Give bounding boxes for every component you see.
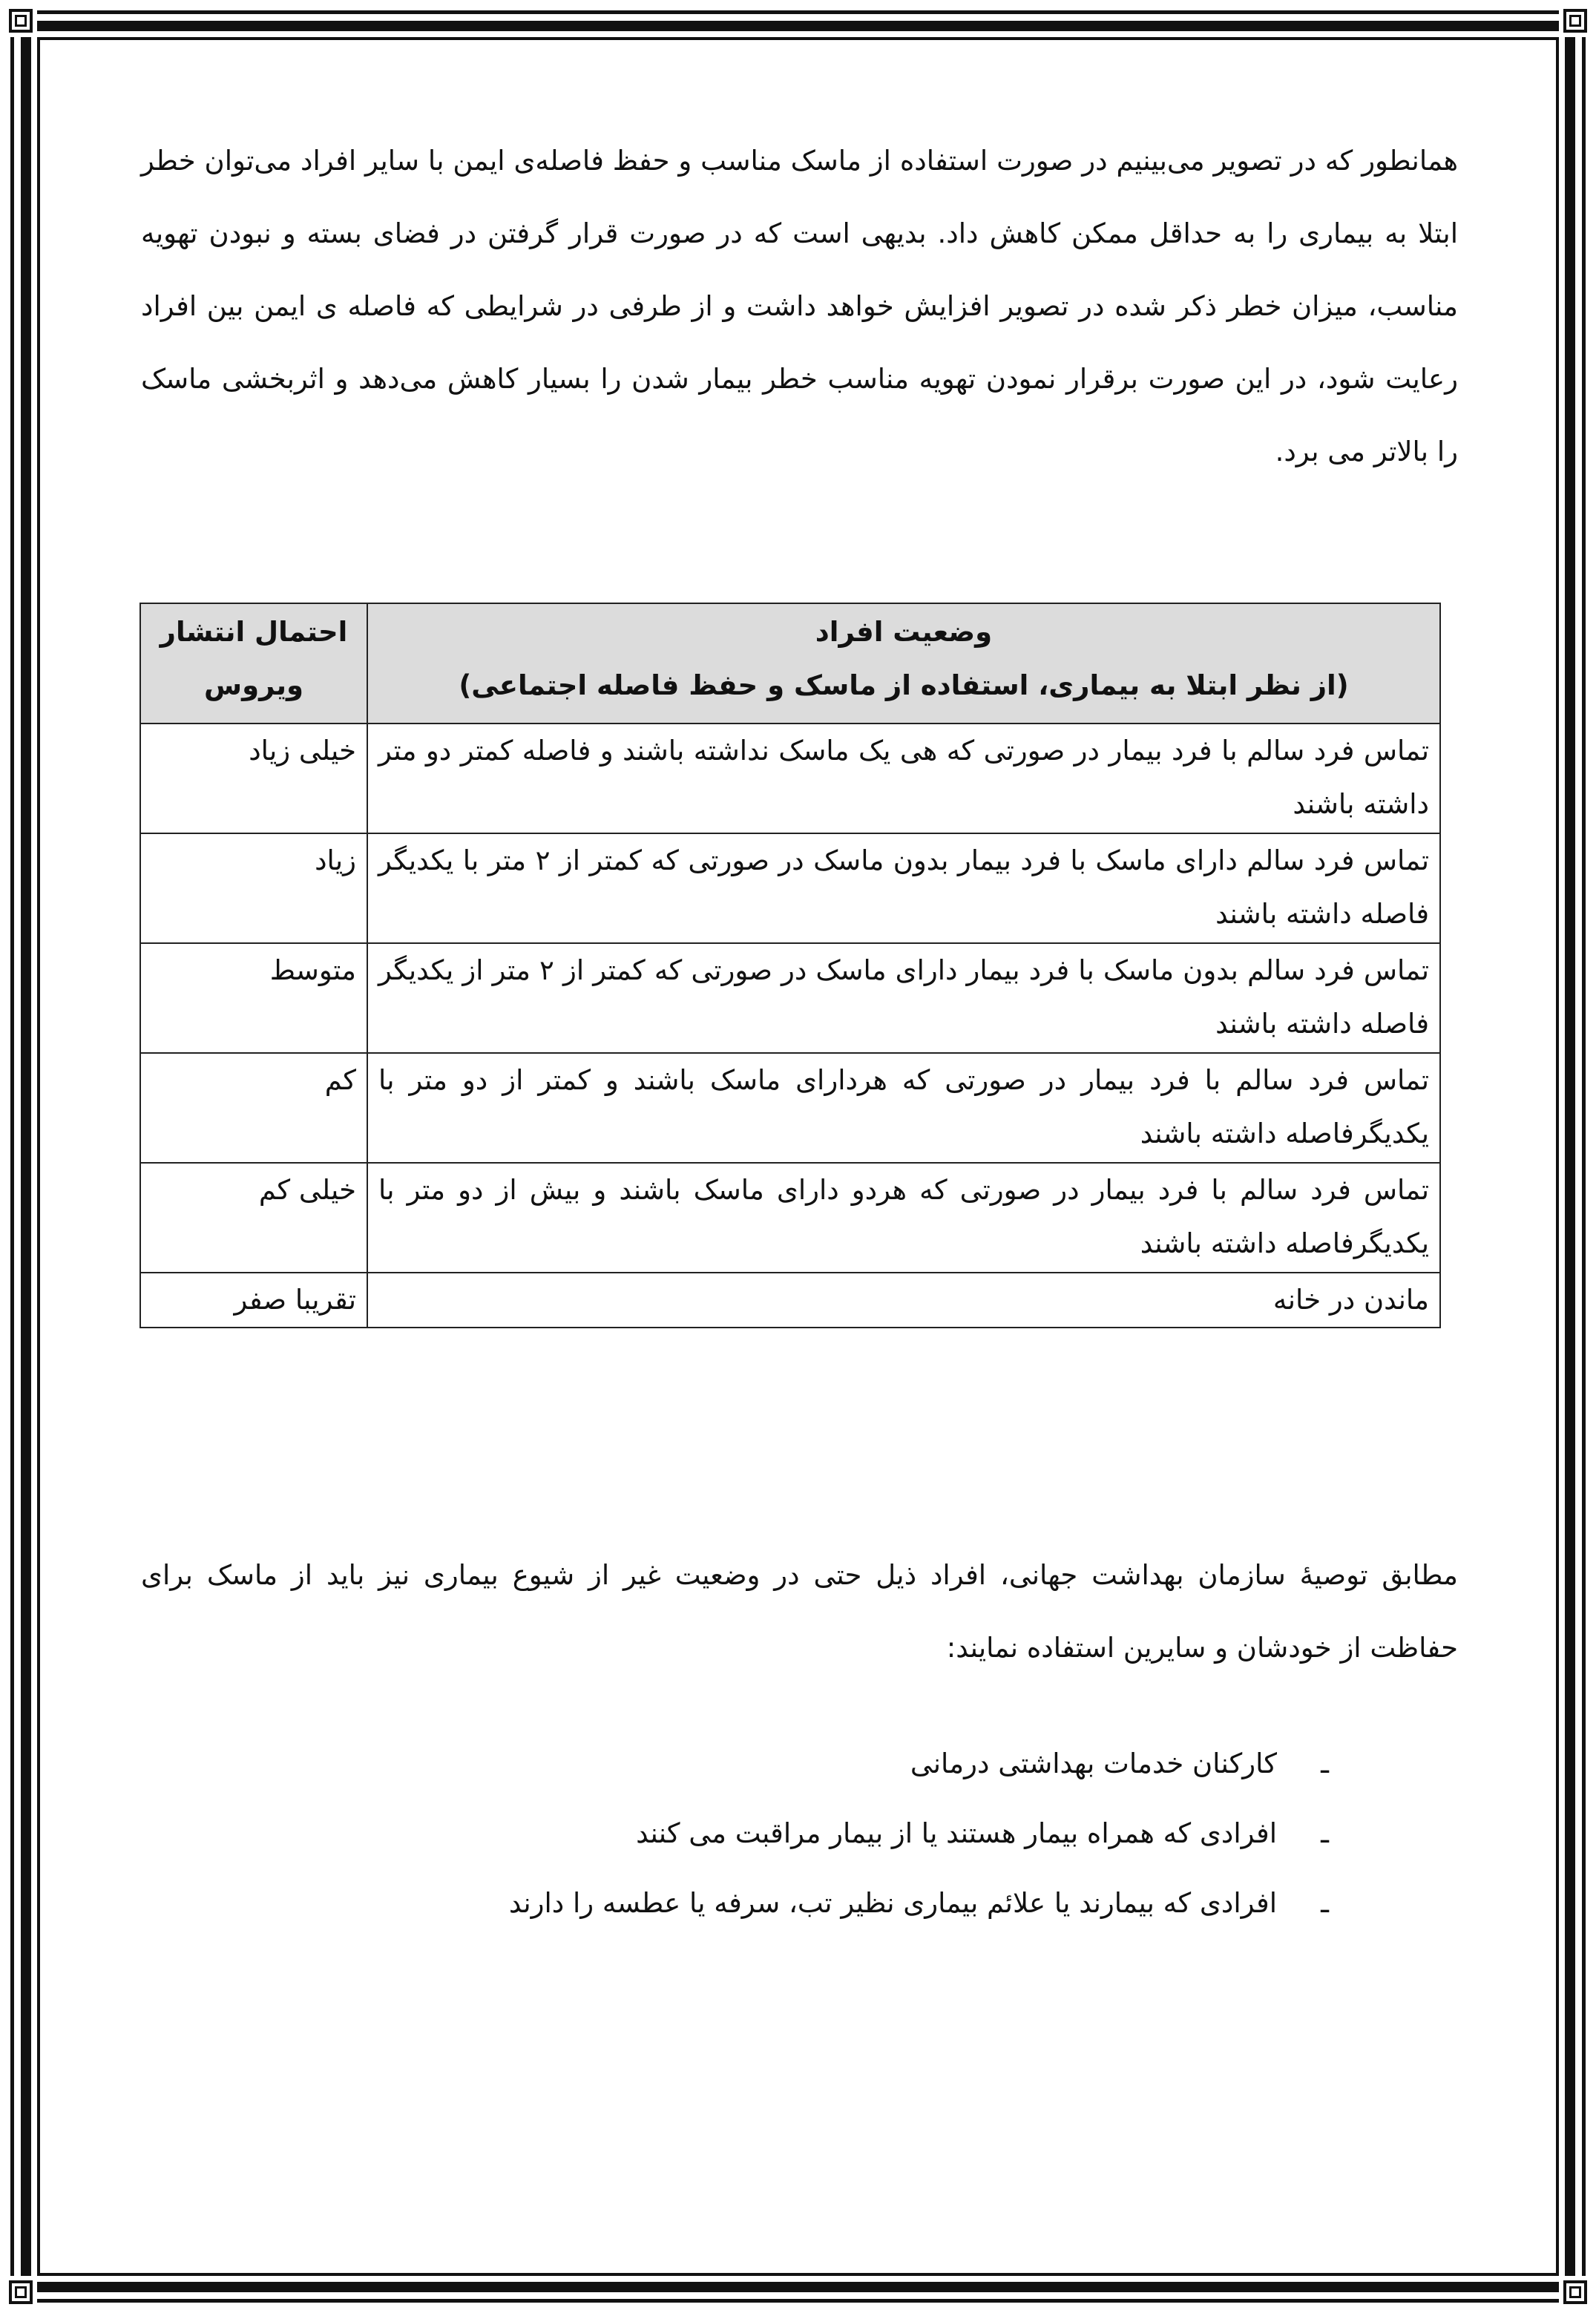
row-status: تماس فرد سالم با فرد بیمار در صورتی که هی یک ماسک نداشته باشند و فاصله کمتر دو متر داشته باشند: [367, 724, 1440, 833]
row-status: ماندن در خانه: [367, 1273, 1440, 1328]
row-status: تماس فرد سالم با فرد بیمار در صورتی که هردارای ماسک باشند و کمتر از دو متر با یکدیگرفاصله داشته باشند: [367, 1053, 1440, 1163]
corner-ornament-bottom-left: [4, 2276, 37, 2309]
risk-table: [139, 603, 1441, 1328]
list-item-text: کارکنان خدمات بهداشتی درمانی: [910, 1748, 1277, 1779]
header-risk-line2: ویروس: [204, 669, 303, 701]
list-item-text: افرادی که بیمارند یا علائم بیماری نظیر تب، سرفه یا عطسه را دارند: [508, 1887, 1277, 1919]
row-risk-level: تقریبا صفر: [140, 1273, 367, 1328]
table-row: [140, 1163, 1440, 1273]
row-risk-level: کم: [140, 1053, 367, 1163]
table-header-row: [140, 603, 1440, 724]
row-status: تماس فرد سالم دارای ماسک با فرد بیمار بدون ماسک در صورتی که کمتر از ۲ متر با یکدیگر فاصله داشته باشند: [367, 833, 1440, 943]
corner-ornament-top-left: [4, 4, 37, 37]
table-row: [140, 1273, 1440, 1328]
table-row: [140, 943, 1440, 1053]
list-bullet: ـ: [1321, 1748, 1329, 1779]
table-row: [140, 1053, 1440, 1163]
table-row: [140, 724, 1440, 833]
row-risk-level: خیلی زیاد: [140, 724, 367, 833]
list-item: [509, 1729, 1329, 1799]
row-risk-level: خیلی کم: [140, 1163, 367, 1273]
mask-users-list: [509, 1729, 1329, 1938]
corner-ornament-top-right: [1559, 4, 1592, 37]
row-status: تماس فرد سالم بدون ماسک با فرد بیمار دارای ماسک در صورتی که کمتر از ۲ متر از یکدیگر فاصله داشته باشند: [367, 943, 1440, 1053]
list-item-text: افرادی که همراه بیمار هستند یا از بیمار مراقبت می کنند: [636, 1817, 1277, 1849]
header-status-subtitle: (از نظر ابتلا به بیماری، استفاده از ماسک و حفظ فاصله اجتماعی): [459, 669, 1349, 701]
list-bullet: ـ: [1321, 1887, 1329, 1919]
row-risk-level: متوسط: [140, 943, 367, 1053]
list-item: [509, 1869, 1329, 1938]
who-recommendation-paragraph: مطابق توصیۀ سازمان بهداشت جهانی، افراد ذیل حتی در وضعیت غیر از شیوع بیماری نیز باید از ماسک برای حفاظت از خودشان و سایرین استفاده نمایند:: [141, 1559, 1458, 1664]
header-status: [367, 603, 1440, 724]
header-risk-line1: احتمال انتشار: [160, 616, 348, 648]
row-status: تماس فرد سالم با فرد بیمار در صورتی که هردو دارای ماسک باشند و بیش از دو متر با یکدیگرفاصله داشته باشند: [367, 1163, 1440, 1273]
header-status-title: وضعیت افراد: [815, 616, 993, 648]
intro-paragraph: همانطور که در تصویر می‌بینیم در صورت استفاده از ماسک مناسب و حفظ فاصله‌ی ایمن با سایر افراد می‌توان خطر ابتلا به بیماری را به حداقل ممکن کاهش داد. بدیهی است که در صورت قرار گرفتن در فضای بسته و نبودن تهویه مناسب، میزان خطر ذکر شده در تصویر افزایش خواهد داشت و از طرفی در شرایطی که فاصله ی ایمن بین افراد رعایت شود، در این صورت برقرار نمودن تهویه مناسب خطر بیمار شدن را بسیار کاهش می‌دهد و اثربخشی ماسک را بالاتر می برد.: [141, 145, 1458, 467]
corner-ornament-bottom-right: [1559, 2276, 1592, 2309]
header-risk: [140, 603, 367, 724]
row-risk-level: زیاد: [140, 833, 367, 943]
list-item: [509, 1799, 1329, 1869]
list-bullet: ـ: [1321, 1817, 1329, 1849]
table-row: [140, 833, 1440, 943]
